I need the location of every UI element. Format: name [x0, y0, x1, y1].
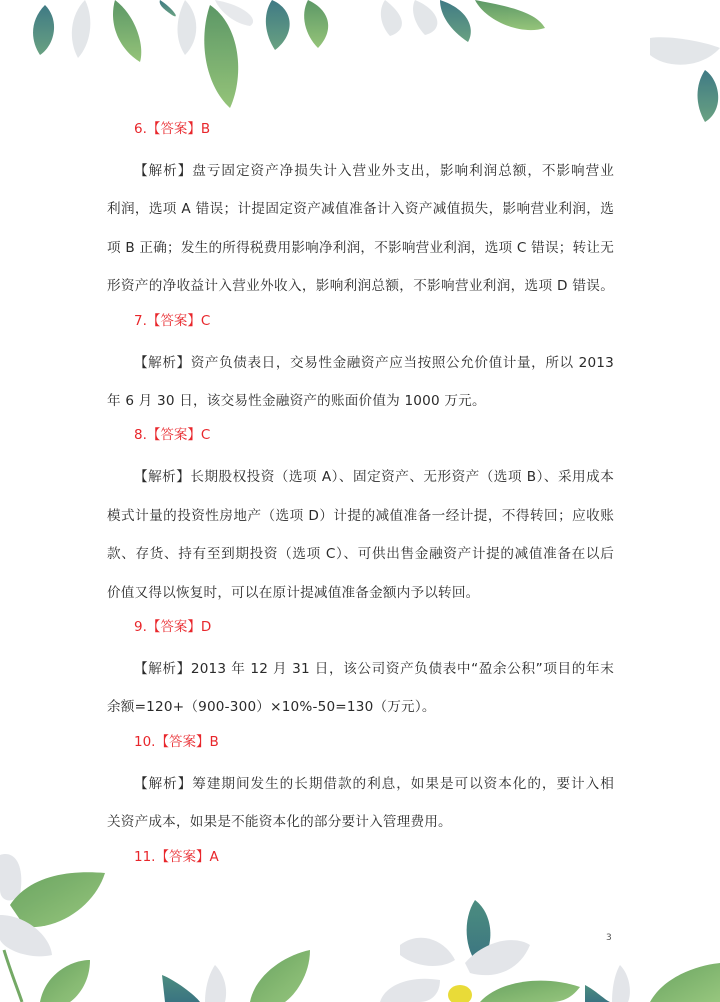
question-item-6 [107, 114, 614, 306]
answer-label: 7.【答案】C [134, 312, 211, 329]
floral-border-top-decoration [0, 0, 720, 130]
answer-label: 6.【答案】B [134, 121, 211, 137]
analysis-line: 款、存货、持有至到期投资（选项 C）、可供出售金融资产计提的减值准备在以后 [107, 546, 614, 563]
leaf-icon [33, 0, 720, 122]
question-item-9 [107, 612, 614, 727]
analysis-line: 项 B 正确；发生的所得税费用影响净利润，不影响营业利润，选项 C 错误；转让无 [107, 239, 614, 256]
analysis-line: 利润，选项 A 错误；计提固定资产减值准备计入资产减值损失，影响营业利润，选 [107, 201, 614, 218]
analysis-line: 【解析】盘亏固定资产净损失计入营业外支出，影响利润总额，不影响营业 [134, 163, 614, 179]
analysis-paragraph [107, 152, 614, 306]
analysis-line: 关资产成本，如果是不能资本化的部分要计入管理费用。 [107, 814, 452, 831]
analysis-line: 【解析】筹建期间发生的长期借款的利息，如果是可以资本化的，要计入相 [134, 775, 614, 792]
analysis-line: 【解析】2013 年 12 月 31 日，该公司资产负债表中“盈余公积”项目的年末 [134, 661, 614, 678]
question-item-8 [107, 420, 614, 612]
answer-label: 11.【答案】A [134, 848, 219, 865]
analysis-line: 年 6 月 30 日，该交易性金融资产的账面价值为 1000 万元。 [107, 393, 486, 410]
answer-label: 9.【答案】D [134, 619, 212, 636]
answer-analysis-content [107, 114, 614, 880]
analysis-paragraph [107, 650, 614, 727]
answer-label: 8.【答案】C [134, 427, 211, 444]
page-number: 3 [606, 933, 612, 943]
analysis-line: 价值又得以恢复时，可以在原计提减值准备金额内予以转回。 [107, 584, 480, 601]
analysis-paragraph [107, 458, 614, 612]
question-item-10 [107, 727, 614, 842]
analysis-line: 【解析】资产负债表日，交易性金融资产应当按照公允价值计量，所以 2013 [134, 354, 614, 371]
analysis-line: 模式计量的投资性房地产（选项 D）计提的减值准备一经计提，不得转回；应收账 [107, 507, 614, 524]
question-item-7 [107, 306, 614, 421]
analysis-line: 余额=120+（900-300）×10%-50=130（万元）。 [107, 699, 436, 716]
question-item-11 [107, 842, 614, 880]
analysis-paragraph [107, 344, 614, 421]
analysis-line: 形资产的净收益计入营业外收入，影响利润总额，不影响营业利润，选项 D 错误。 [107, 278, 614, 295]
analysis-line: 【解析】长期股权投资（选项 A）、固定资产、无形资产（选项 B）、采用成本 [134, 469, 614, 486]
answer-label: 10.【答案】B [134, 733, 219, 750]
analysis-paragraph [107, 765, 614, 842]
